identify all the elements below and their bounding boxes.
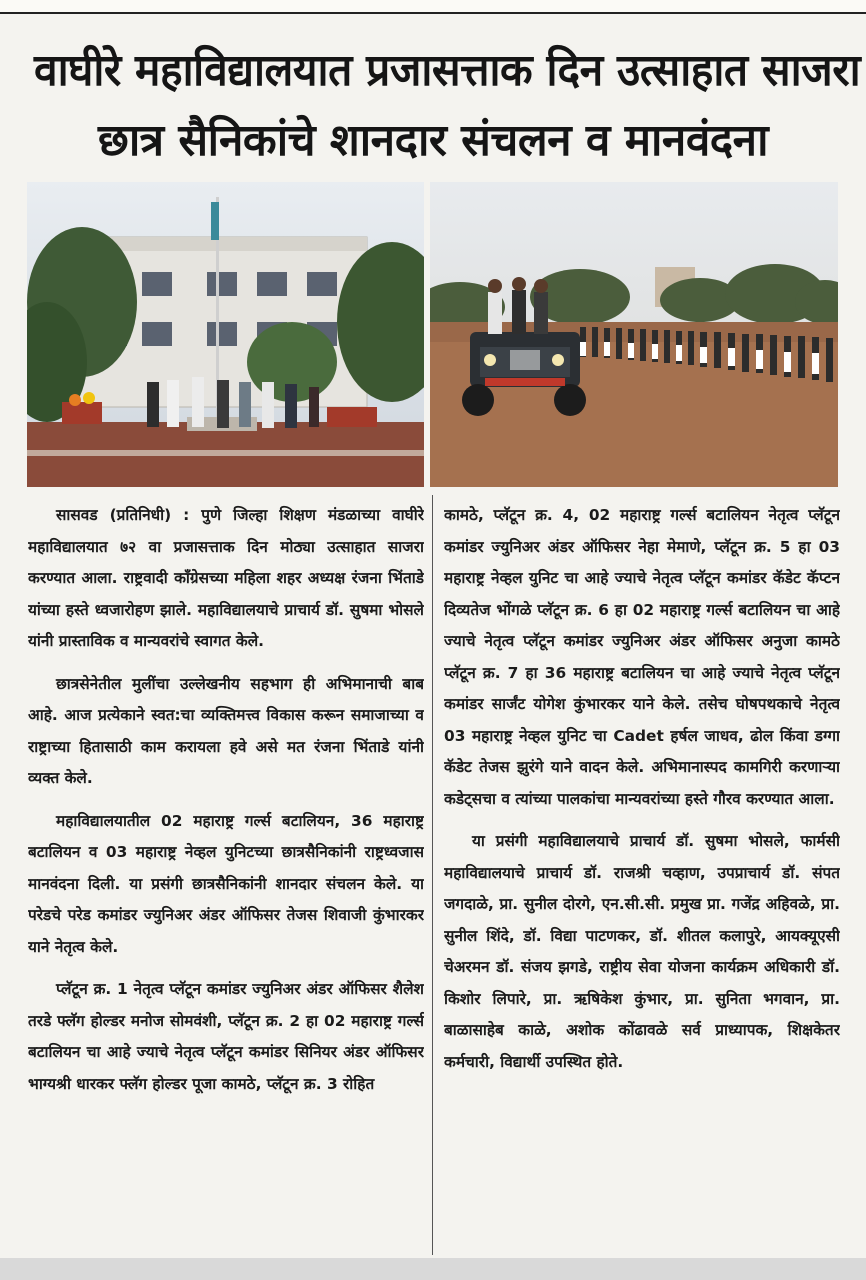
headline-line-2: छात्र सैनिकांचे शानदार संचलन व मानवंदना bbox=[98, 115, 768, 166]
parade-illustration bbox=[430, 182, 838, 487]
left-paragraph-2: छात्रसेनेतील मुलींचा उल्लेखनीय सहभाग ही अभिमानाची बाब आहे. आज प्रत्येकाने स्वत:चा व्यक्तिमत्त्व विकास करून समाजाच्या व राष्ट्राच्या हितासाठी काम करायला हवे असे मत रंजना भिंताडे यांनी व्यक्त केले. bbox=[28, 674, 424, 787]
left-paragraph-1: सासवड (प्रतिनिधी) : पुणे जिल्हा शिक्षण मंडळाच्या वाघीरे महाविद्यालयात ७२ वा प्रजासत्ताक दिन मोठ्या उत्साहात साजरा करण्यात आला. राष्ट्रवादी काँग्रेसच्या महिला शहर अध्यक्ष रंजना भिंताडे यांच्या हस्ते ध्वजारोहण झाले. महाविद्यालयाचे प्राचार्य डॉ. सुषमा भोसले यांनी प्रास्ताविक व मान्यवरांचे स्वागत केले. bbox=[28, 506, 424, 650]
flag bbox=[211, 202, 219, 240]
headline-line-1: वाघीरे महाविद्यालयात प्रजासत्ताक दिन उत्साहात साजरा bbox=[34, 45, 861, 96]
left-paragraph-4: प्लॅटून क्र. 1 नेतृत्व प्लॅटून कमांडर ज्युनिअर अंडर ऑफिसर शैलेश तरडे फ्लॅग होल्डर मनोज सोमवंशी, प्लॅटून क्र. 2 हा 02 महाराष्ट्र गर्ल्स बटालियन चा आहे ज्याचे नेतृत्व प्लॅटून कमांडर सिनियर अंडर ऑफिसर भाग्यश्री धारकर फ्लॅग होल्डर पूजा कामठे, प्लॅटून क्र. 3 रोहित bbox=[28, 980, 424, 1093]
previous-article-cutoff-strip bbox=[0, 0, 866, 14]
right-paragraph-1: कामठे, प्लॅटून क्र. 4, 02 महाराष्ट्र गर्ल्स बटालियन नेतृत्व प्लॅटून कमांडर ज्युनिअर अंडर ऑफिसर नेहा मेमाणे, प्लॅटून क्र. 5 हा 03 महाराष्ट्र नेव्हल युनिट चा आहे ज्याचे नेतृत्व प्लॅटून कमांडर कॅडेट कॅप्टन दिव्यतेज भोंगळे प्लॅटून क्र. 6 हा 02 महाराष्ट्र गर्ल्स बटालियन चा आहे ज्याचे नेतृत्व प्लॅटून कमांडर ज्युनिअर अंडर ऑफिसर अनुजा कामठे प्लॅटून क्र. 7 हा 36 महाराष्ट्र बटालियन चा आहे ज्याचे नेतृत्व प्लॅटून कमांडर सार्जंट योगेश कुंभारकर याने केले. तसेच घोषपथकाचे नेतृत्व 03 महाराष्ट्र नेव्हल युनिट चा Cadet हर्षल जाधव, ढोल किंवा डग्गा कॅडेट तेजस झुरंगे याने वादन केले. अभिमानास्पद कामगिरी करणाऱ्या कडेट्सचा व त्यांच्या पालकांचा मान्यवरांच्या हस्ते गौरव करण्यात आला. bbox=[444, 506, 840, 808]
article-left-column bbox=[28, 500, 424, 1260]
bottom-scan-margin bbox=[0, 1258, 866, 1280]
left-paragraph-3: महाविद्यालयातील 02 महाराष्ट्र गर्ल्स बटालियन, 36 महाराष्ट्र बटालियन व 03 महाराष्ट्र नेव्हल युनिटच्या छात्रसैनिकांनी राष्ट्रध्वजास मानवंदना दिली. या प्रसंगी छात्रसैनिकांनी शानदार संचलन केले. या परेडचे परेड कमांडर ज्युनिअर अंडर ऑफिसर तेजस शिवाजी कुंभारकर याने नेतृत्व केले. bbox=[28, 811, 424, 956]
right-paragraph-2: या प्रसंगी महाविद्यालयाचे प्राचार्य डॉ. सुषमा भोसले, फार्मसी महाविद्यालयाचे प्राचार्य डॉ. राजश्री चव्हाण, उपप्राचार्य डॉ. संपत जगदाळे, प्रा. सुनील दोरगे, एन.सी.सी. प्रमुख प्रा. गजेंद्र अहिवळे, प्रा. सुनील शिंदे, डॉ. विद्या पाटणकर, डॉ. शीतल कलापुरे, आयक्यूएसी चेअरमन डॉ. संजय झगडे, राष्ट्रीय सेवा योजना कार्यक्रम अधिकारी डॉ. किशोर लिपारे, प्रा. ऋषिकेश कुंभार, प्रा. सुनिता भगवान, प्रा. बाळासाहेब काळे, अशोक कोंढावळे सर्व प्राध्यापक, शिक्षकेतर कर्मचारी, विद्यार्थी उपस्थित होते. bbox=[444, 832, 840, 1071]
officers-on-jeep bbox=[488, 277, 548, 334]
article-right-column bbox=[444, 500, 840, 1260]
parade-inspection-photo bbox=[430, 182, 838, 487]
flag-hoisting-illustration bbox=[27, 182, 424, 487]
column-divider bbox=[432, 495, 433, 1255]
flag-hoisting-photo bbox=[27, 182, 424, 487]
